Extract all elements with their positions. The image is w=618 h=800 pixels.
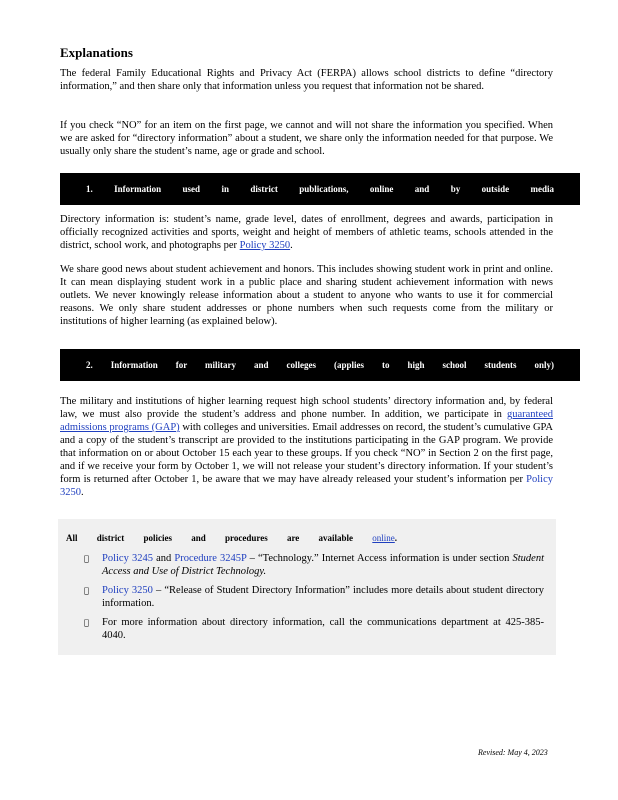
bullet-icon xyxy=(84,552,89,565)
section-1-title: 1. Information used in district publications, online and by outside media xyxy=(86,184,554,194)
policy-3250-link-3[interactable]: Policy 3250 xyxy=(102,585,153,596)
procedure-3245p-link[interactable]: Procedure 3245P xyxy=(174,553,247,564)
online-policies-link[interactable]: online xyxy=(372,533,395,543)
section-1-p1-text: Directory information is: student’s name, grade level, dates of enrollment, degrees and awards, participation in officially recognized activities and sports, weight and height of members of athletic teams, schools attended in the district, school work, and photographs per xyxy=(60,214,553,251)
section-1-header xyxy=(60,173,580,205)
policy-item-text xyxy=(102,552,544,578)
section-2-header xyxy=(60,349,580,381)
policy-item-text: For more information about directory information, call the communications department at 425-385-4040. xyxy=(102,617,544,641)
gap-programs-link[interactable]: guaranteed admissions programs (GAP) xyxy=(60,409,554,433)
policy-item-mid: and xyxy=(152,553,175,564)
section-2-text-b: with colleges and universities. Email addresses on record, the student’s cumulative GPA and a copy of the student’s transcript are provided to the institutions participating in the GAP program. We provide that information on or about October 15 each year to these groups. If you check “NO” in Section 2 on the first page, and if we receive your form by October 1, we will not release your student’s directory information. If your student’s form is returned after October 1, be aware that we may have already released your student’s information per xyxy=(60,422,553,485)
section-1-paragraph-news: We share good news about student achievement and honors. This includes showing student work in print and online. It can mean displaying student work in a public place and sharing student achievement information with news outlets. We never knowingly release information about a student to anyone who wants to use it for commercial reasons. We only share student addresses or phone numbers when such requests come from the military or institutions of higher learning (as explained below). xyxy=(60,264,553,327)
policy-item-description: – “Release of Student Directory Information” includes more details about student directory information. xyxy=(102,585,544,609)
section-1-paragraph-directory xyxy=(60,213,553,252)
policy-title-word: policies xyxy=(143,533,173,543)
policy-title-word: and xyxy=(191,533,206,543)
section-2-paragraph-military xyxy=(60,395,553,499)
policy-title-word: All xyxy=(66,533,78,543)
policy-title-word: available xyxy=(318,533,354,543)
policy-title-word: district xyxy=(96,533,125,543)
policy-3250-link[interactable]: Policy 3250 xyxy=(239,240,291,251)
intro-paragraph-no-check: If you check “NO” for an item on the first page, we cannot and will not share the information you specified. When we are asked for “directory information” about a student, we share only the information needed for that purpose. We usually only share the student’s name, age or grade and school. xyxy=(60,120,553,157)
policy-3250-link-2[interactable]: Policy 3250 xyxy=(60,474,554,498)
page-heading: Explanations xyxy=(60,45,133,60)
section-2-title: 2. Information for military and colleges (applies to high school students only) xyxy=(86,360,554,370)
revised-date: Revised: May 4, 2023 xyxy=(478,748,548,757)
section-1-p1-end: . xyxy=(290,240,293,251)
policy-3245-link[interactable]: Policy 3245 xyxy=(102,553,153,564)
policy-item-text xyxy=(102,584,544,610)
bullet-icon xyxy=(84,584,89,597)
policy-title-word: procedures xyxy=(225,533,268,543)
policy-item-section-name: Student Access and Use of District Technology. xyxy=(102,553,545,577)
section-2-text-end: . xyxy=(81,487,84,498)
bullet-icon xyxy=(84,616,89,629)
intro-paragraph-ferpa: The federal Family Educational Rights and Privacy Act (FERPA) allows school districts to define “directory information,” and then share only that information unless you request that information not be shared. xyxy=(60,68,553,92)
policy-item-description: – “Technology.” Internet Access information is under section xyxy=(246,553,513,564)
policy-title-end: . xyxy=(394,533,398,543)
section-2-text-a: The military and institutions of higher learning request high school students’ directory information and, by federal law, we must also provide the student’s address and phone number. In addition, we participate in xyxy=(60,396,553,420)
policy-info-box xyxy=(58,519,556,655)
policy-box-title xyxy=(66,533,397,543)
policy-title-word: are xyxy=(286,533,300,543)
